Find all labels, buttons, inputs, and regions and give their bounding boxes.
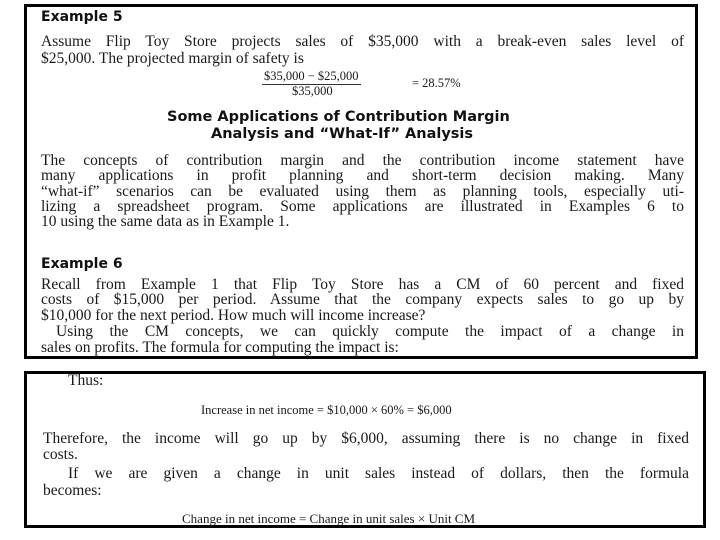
example-5-line: $25,000. The projected margin of safety is [41, 50, 304, 67]
example-5-heading: Example 5 [41, 9, 123, 25]
section-title-line-1: Some Applications of Contribution Margin [167, 109, 510, 125]
thus-label: Thus: [68, 372, 104, 389]
example-6-line: Using the CM concepts, we can quickly compute the impact of a change in [56, 323, 684, 340]
formula-increase-net-income: Increase in net income = $10,000 × 60% = $6,000 [201, 403, 452, 417]
section-line: “what-if” scenarios can be evaluated using them as planning tools, especially uti- [41, 183, 684, 200]
example-6-heading: Example 6 [41, 256, 123, 272]
example-5-line: Assume Flip Toy Store projects sales of $35,000 with a break-even sales level of [41, 33, 684, 50]
fraction-numerator: $35,000 − $25,000 [264, 69, 359, 83]
section-line: 10 using the same data as in Example 1. [41, 213, 290, 230]
section-line: lizing a spreadsheet program. Some applications are illustrated in Examples 6 to [41, 198, 684, 215]
fraction-result: = 28.57% [412, 76, 461, 90]
example-6-line: Recall from Example 1 that Flip Toy Store has a CM of 60 percent and fixed [41, 276, 684, 293]
section-line: many applications in profit planning and short-term decision making. Many [41, 167, 684, 184]
continuation-line: If we are given a change in unit sales instead of dollars, then the formula [68, 465, 689, 482]
continuation-panel [24, 371, 706, 528]
section-title-line-2: Analysis and “What-If” Analysis [211, 126, 474, 142]
example-6-line: sales on profits. The formula for computing the impact is: [41, 339, 399, 356]
continuation-line: becomes: [43, 482, 102, 499]
example-6-line: costs of $15,000 per period. Assume that the company expects sales to go up by [41, 291, 684, 308]
continuation-line: Therefore, the income will go up by $6,000, assuming there is no change in fixed [43, 430, 689, 447]
fraction-denominator: $35,000 [292, 84, 333, 98]
example-6-line: $10,000 for the next period. How much will income increase? [41, 307, 426, 324]
formula-change-net-income: Change in net income = Change in unit sales × Unit CM [182, 511, 476, 526]
section-line: The concepts of contribution margin and the contribution income statement have [41, 152, 684, 169]
continuation-line: costs. [43, 446, 78, 463]
